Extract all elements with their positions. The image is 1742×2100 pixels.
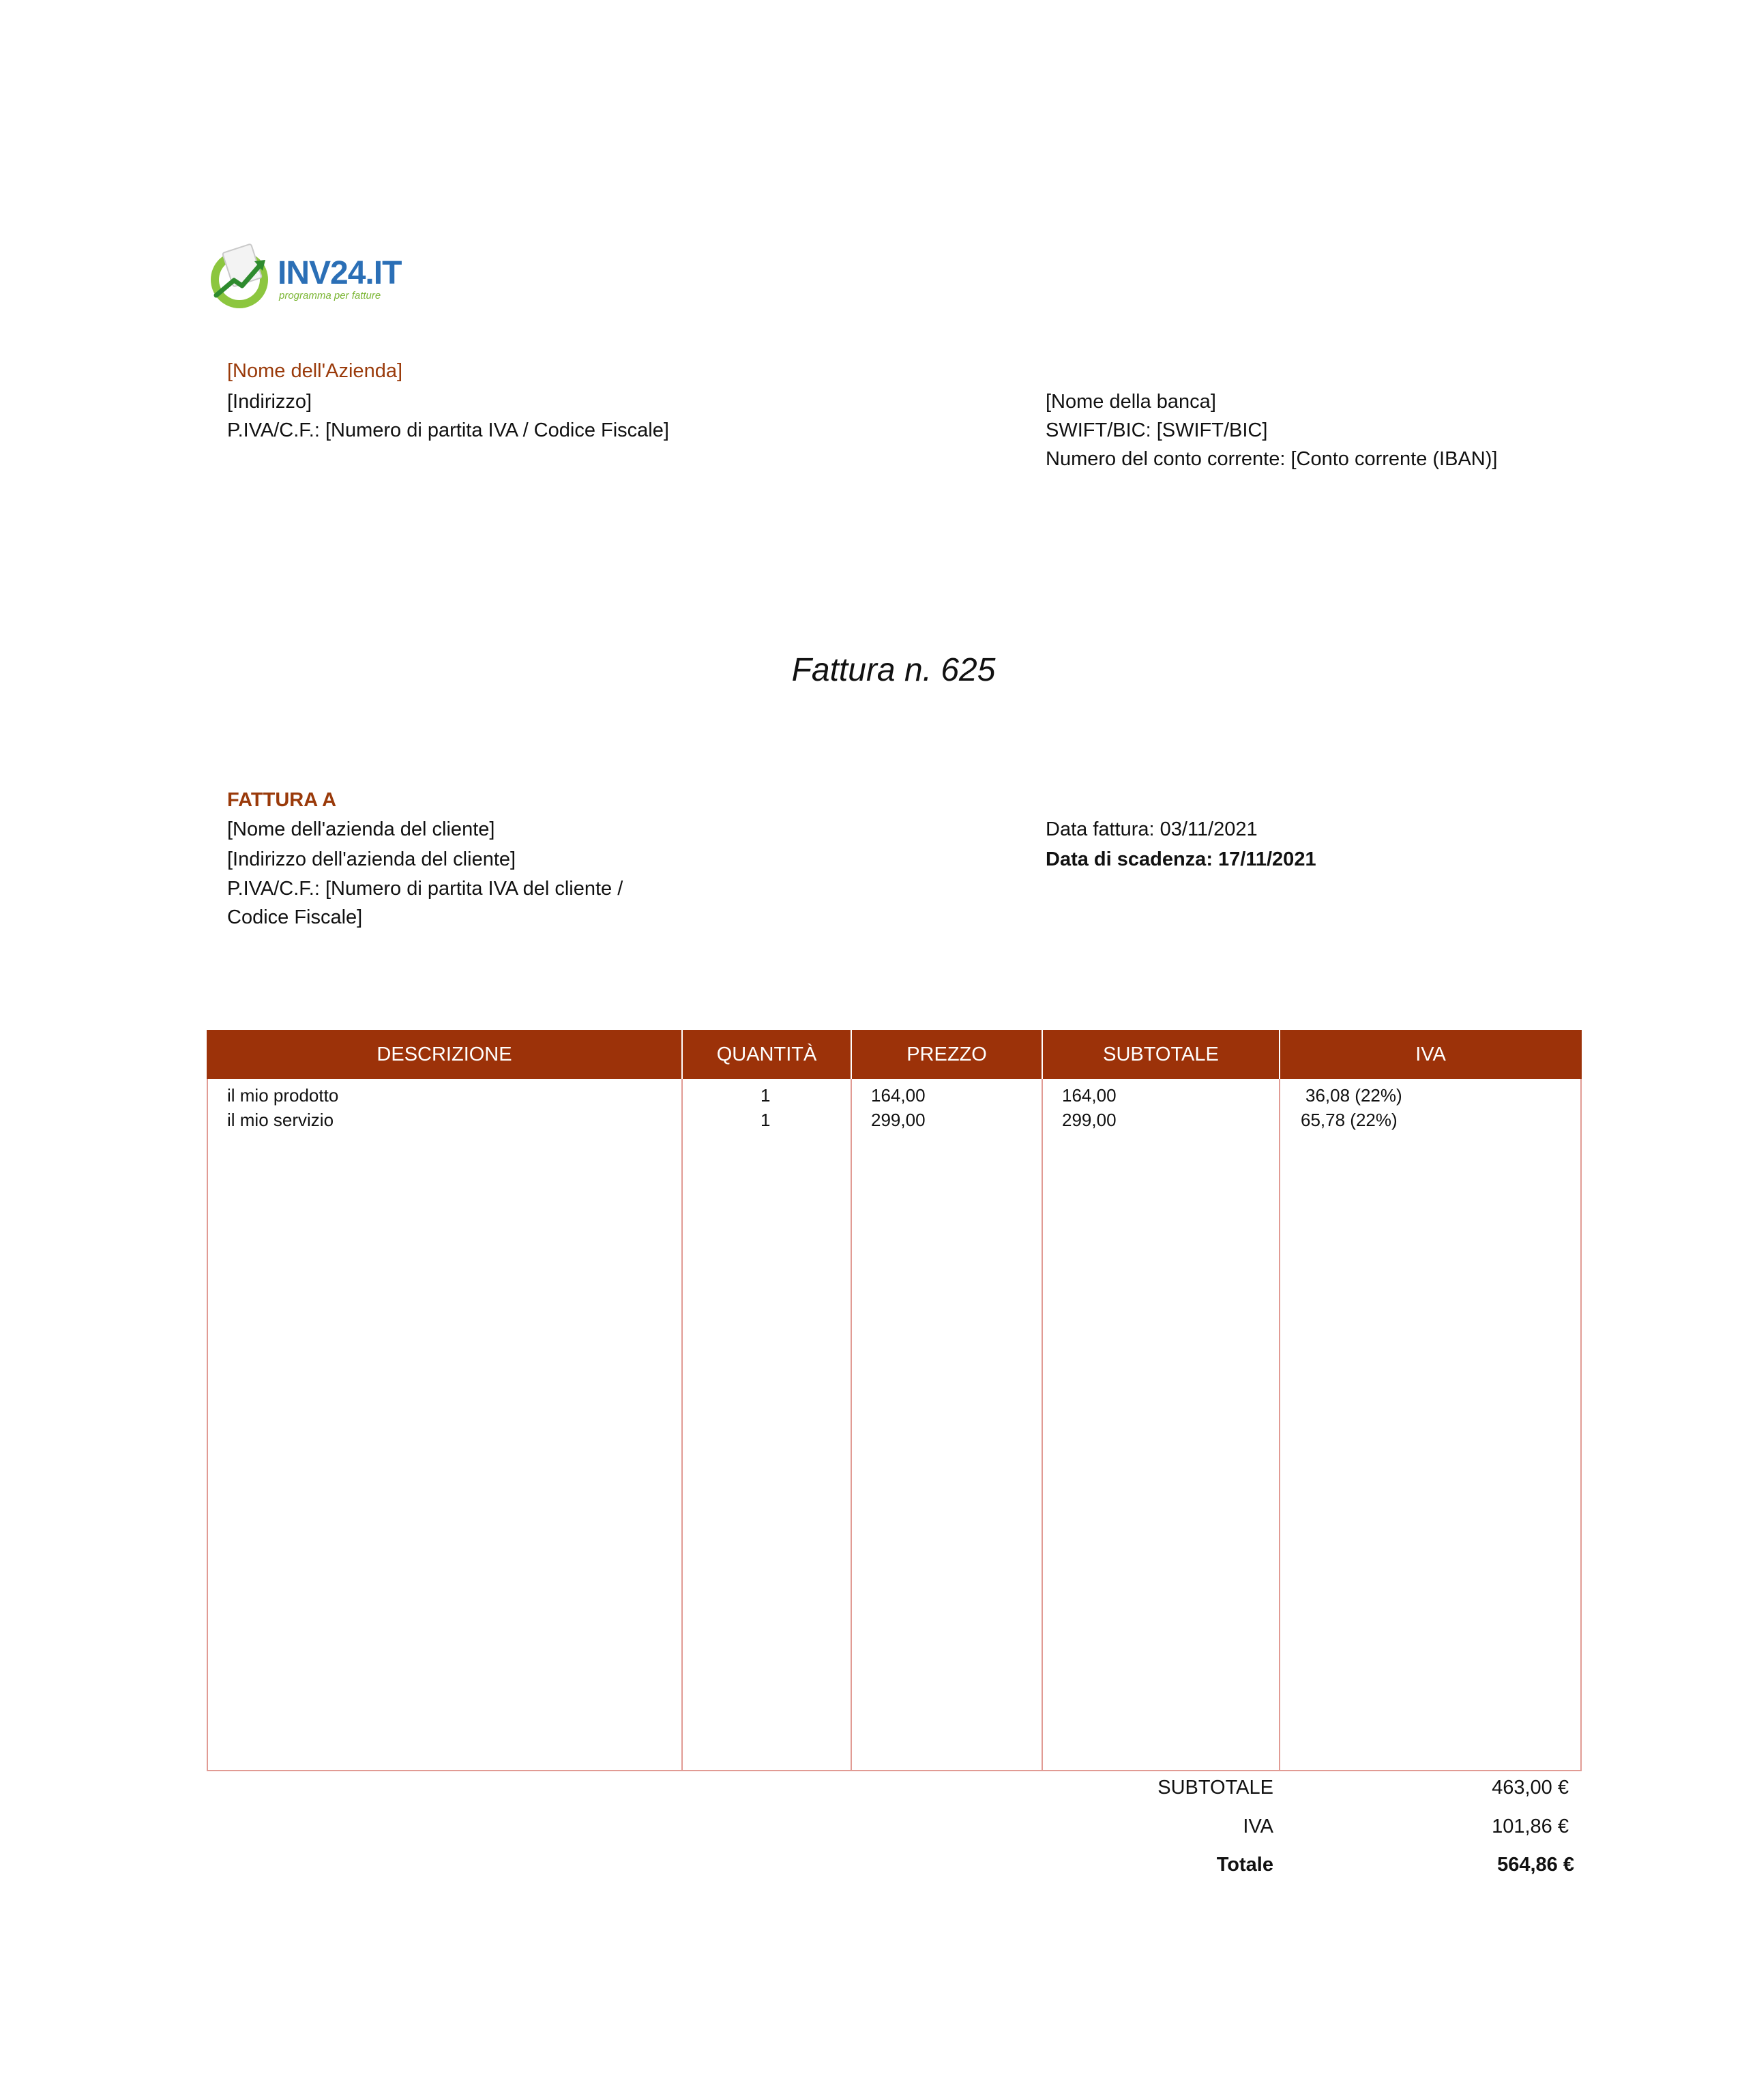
logo-icon bbox=[207, 242, 275, 310]
invoice-date: Data fattura: 03/11/2021 bbox=[1046, 818, 1258, 840]
header-price: PREZZO bbox=[906, 1044, 987, 1065]
header-divider bbox=[851, 1030, 852, 1079]
logo-name: INV24.IT bbox=[278, 255, 402, 291]
total-value: 564,86 € bbox=[1497, 1854, 1574, 1876]
bank-swift: SWIFT/BIC: [SWIFT/BIC] bbox=[1046, 419, 1268, 441]
company-address: [Indirizzo] bbox=[227, 391, 312, 413]
due-date: Data di scadenza: 17/11/2021 bbox=[1046, 848, 1316, 870]
column-divider bbox=[1042, 1030, 1043, 1771]
header-divider bbox=[681, 1030, 683, 1079]
client-address: [Indirizzo dell'azienda del cliente] bbox=[227, 848, 516, 870]
iva-value: 101,86 € bbox=[1492, 1816, 1569, 1837]
row-subtotal: 299,00 bbox=[1062, 1110, 1117, 1130]
row-description: il mio servizio bbox=[227, 1110, 334, 1130]
header-divider bbox=[1042, 1030, 1043, 1079]
column-divider bbox=[1279, 1030, 1280, 1771]
row-price: 164,00 bbox=[871, 1085, 926, 1106]
column-divider bbox=[851, 1030, 852, 1771]
header-iva: IVA bbox=[1415, 1044, 1446, 1065]
table-header bbox=[207, 1030, 1582, 1079]
row-description: il mio prodotto bbox=[227, 1085, 339, 1106]
company-logo bbox=[207, 242, 402, 310]
items-table bbox=[207, 1030, 1582, 1771]
row-price: 299,00 bbox=[871, 1110, 926, 1130]
subtotal-label: SUBTOTALE bbox=[1157, 1777, 1273, 1799]
total-label: Totale bbox=[1216, 1854, 1273, 1876]
row-iva: 65,78 (22%) bbox=[1301, 1110, 1398, 1130]
iva-label: IVA bbox=[1243, 1816, 1273, 1837]
subtotal-value: 463,00 € bbox=[1492, 1777, 1569, 1799]
header-quantity: QUANTITÀ bbox=[716, 1044, 817, 1065]
header-description: DESCRIZIONE bbox=[377, 1044, 512, 1065]
row-quantity: 1 bbox=[761, 1085, 771, 1106]
bank-account: Numero del conto corrente: [Conto corrente (IBAN)] bbox=[1046, 448, 1498, 470]
column-divider bbox=[681, 1030, 683, 1771]
row-quantity: 1 bbox=[761, 1110, 771, 1130]
bill-to-heading: FATTURA A bbox=[227, 789, 337, 811]
client-name: [Nome dell'azienda del cliente] bbox=[227, 818, 495, 840]
client-vat-line1: P.IVA/C.F.: [Numero di partita IVA del cliente / bbox=[227, 878, 623, 900]
bank-name: [Nome della banca] bbox=[1046, 391, 1216, 413]
header-divider bbox=[1279, 1030, 1280, 1079]
company-vat: P.IVA/C.F.: [Numero di partita IVA / Codice Fiscale] bbox=[227, 419, 669, 441]
company-name: [Nome dell'Azienda] bbox=[227, 360, 403, 382]
row-iva: 36,08 (22%) bbox=[1305, 1085, 1402, 1106]
invoice-title: Fattura n. 625 bbox=[791, 652, 996, 688]
logo-tagline: programma per fatture bbox=[279, 290, 381, 301]
row-subtotal: 164,00 bbox=[1062, 1085, 1117, 1106]
client-vat-line2: Codice Fiscale] bbox=[227, 906, 363, 928]
header-subtotal: SUBTOTALE bbox=[1103, 1044, 1219, 1065]
